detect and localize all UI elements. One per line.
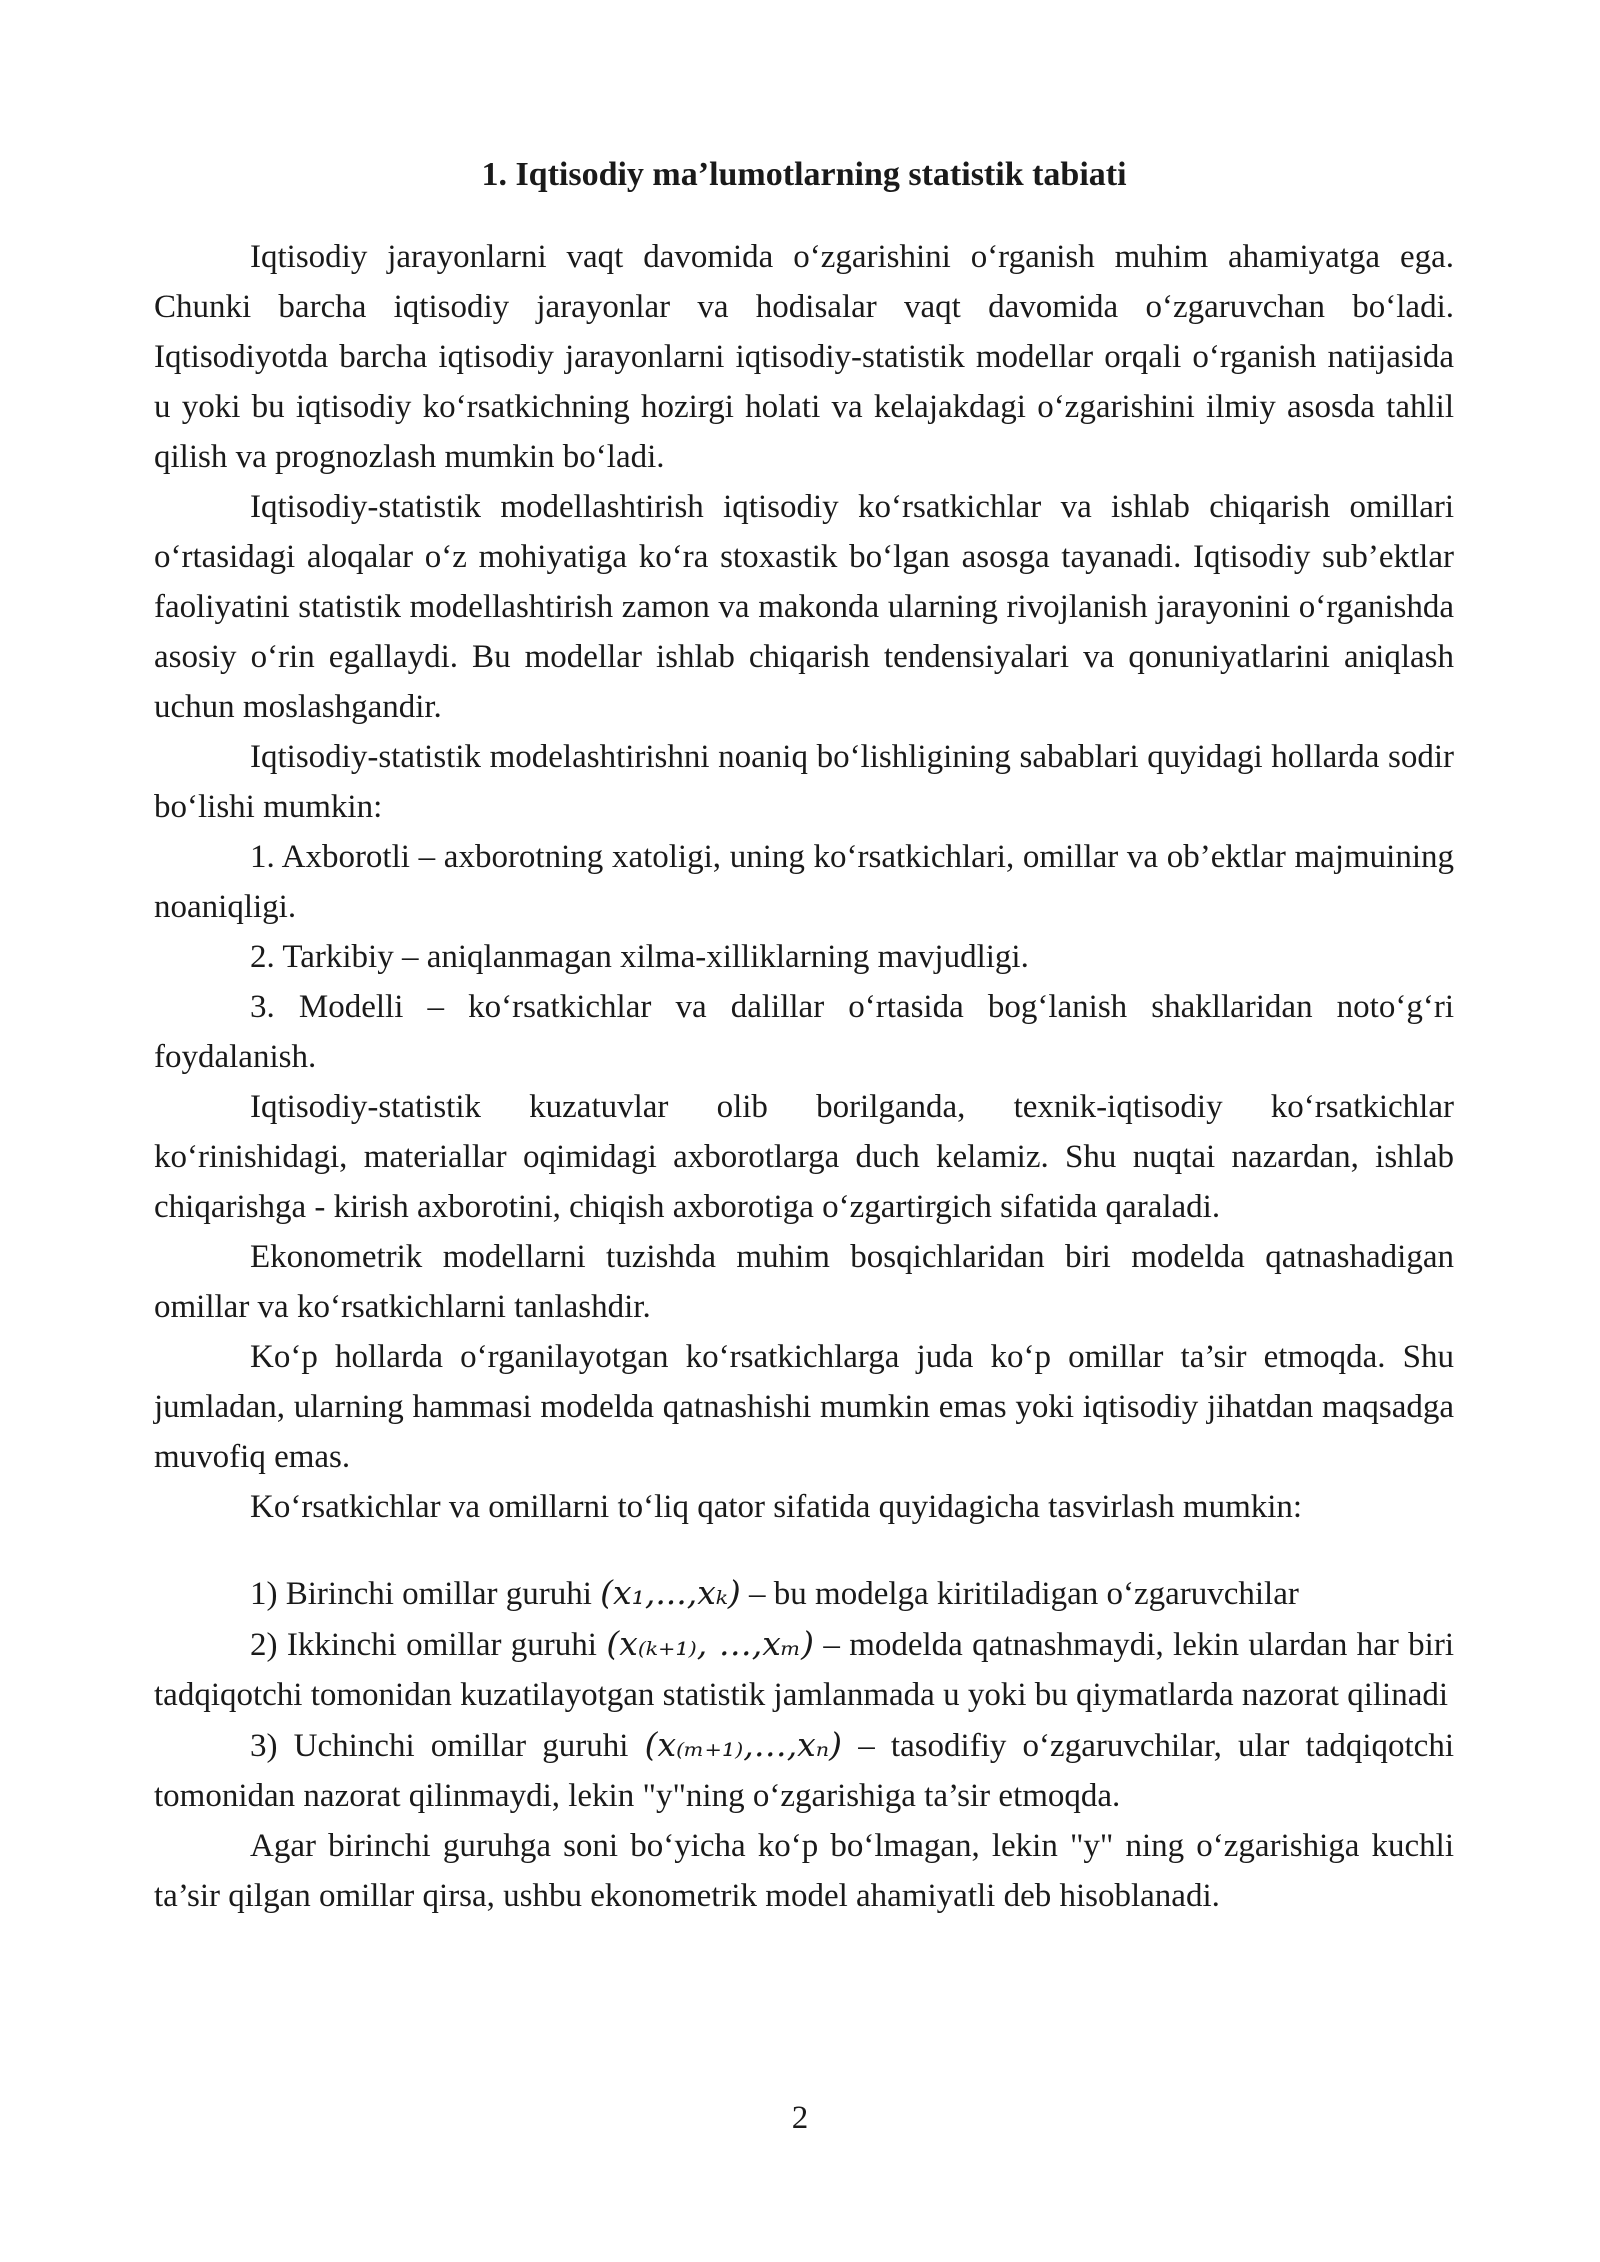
document-page: [154, 150, 1454, 1921]
factor-group-2-label: 2) Ikkinchi omillar guruhi: [250, 1627, 607, 1663]
paragraph-2: Iqtisodiy-statistik modellashtirish iqtisodiy ko‘rsatkichlar va ishlab chiqarish omillari o‘rtasidagi aloqalar o‘z mohiyatiga ko‘ra stoxastik bo‘lgan asosga tayanadi. Iqtisodiy sub’ektlar faoliyatini statistik modellashtirish zamon va makonda ularning rivojlanish jarayonini o‘rganishda asosiy o‘rin egallaydi. Bu modellar ishlab chiqarish tendensiyalari va qonuniyatlarini aniqlash uchun moslashgandir.: [154, 489, 1454, 725]
list-item-axborotli: 1. Axborotli – axborotning xatoligi, uning ko‘rsatkichlari, omillar va ob’ektlar majmuining noaniqligi.: [154, 839, 1454, 925]
factor-group-1: [154, 1568, 1454, 1619]
factor-group-1-desc: – bu modelga kiritiladigan o‘zgaruvchilar: [740, 1576, 1299, 1612]
paragraph-1: Iqtisodiy jarayonlarni vaqt davomida o‘zgarishini o‘rganish muhim ahamiyatga ega. Chunki barcha iqtisodiy jarayonlar va hodisalar vaqt davomida o‘zgaruvchan bo‘ladi. Iqtisodiyotda barcha iqtisodiy jarayonlarni iqtisodiy-statistik modellar orqali o‘rganish natijasida u yoki bu iqtisodiy ko‘rsatkichning hozirgi holati va kelajakdagi o‘zgarishini ilmiy asosda tahlil qilish va prognozlash mumkin bo‘ladi.: [154, 239, 1454, 475]
factor-group-2: [154, 1619, 1454, 1720]
factor-group-3-desc: – tasodifiy o‘zgaruvchilar, ular tadqiqotchi tomonidan nazorat qilinmaydi, lekin "y"ning o‘zgarishiga ta’sir etmoqda.: [154, 1728, 1455, 1814]
factor-group-2-desc: – modelda qatnashmaydi, lekin ulardan har biri tadqiqotchi tomonidan kuzatilayotgan statistik jamlanmada u yoki bu qiymatlarda nazorat qilinadi: [154, 1627, 1454, 1713]
spacer: [154, 1532, 1454, 1568]
list-item-tarkibiy: 2. Tarkibiy – aniqlanmagan xilma-xilliklarning mavjudligi.: [250, 939, 1029, 975]
factor-group-1-label: 1) Birinchi omillar guruhi: [250, 1576, 601, 1612]
paragraph-7: Ko‘rsatkichlar va omillarni to‘liq qator sifatida quyidagicha tasvirlash mumkin:: [250, 1489, 1303, 1525]
factor-group-3: [154, 1720, 1454, 1821]
section-title: 1. Iqtisodiy ma’lumotlarning statistik tabiati: [481, 156, 1127, 193]
paragraph-4: Iqtisodiy-statistik kuzatuvlar olib borilganda, texnik-iqtisodiy ko‘rsatkichlar ko‘rinishidagi, materiallar oqimidagi axborotlarga duch kelamiz. Shu nuqtai nazardan, ishlab chiqarishga - kirish axborotini, chiqish axborotiga o‘zgartirgich sifatida qaraladi.: [154, 1089, 1454, 1225]
final-paragraph: Agar birinchi guruhga soni bo‘yicha ko‘p bo‘lmagan, lekin "y" ning o‘zgarishiga kuchli ta’sir qilgan omillar qirsa, ushbu ekonometrik model ahamiyatli deb hisoblanadi.: [154, 1828, 1454, 1914]
factor-group-3-label: 3) Uchinchi omillar guruhi: [250, 1728, 645, 1764]
factor-group-2-math: (x₍ₖ₊₁₎, …,xₘ): [606, 1624, 814, 1663]
list-item-modelli: 3. Modelli – ko‘rsatkichlar va dalillar o‘rtasida bog‘lanish shakllaridan noto‘g‘ri foydalanish.: [154, 989, 1454, 1075]
factor-group-3-math: (x₍ₘ₊₁₎,…,xₙ): [644, 1725, 843, 1764]
paragraph-3: Iqtisodiy-statistik modelashtirishni noaniq bo‘lishligining sabablari quyidagi hollarda sodir bo‘lishi mumkin:: [154, 739, 1454, 825]
page-number: 2: [791, 2100, 809, 2136]
factor-group-1-math: (x₁,...,xₖ): [600, 1573, 741, 1612]
paragraph-6: Ko‘p hollarda o‘rganilayotgan ko‘rsatkichlarga juda ko‘p omillar ta’sir etmoqda. Shu jumladan, ularning hammasi modelda qatnashishi mumkin emas yoki iqtisodiy jihatdan maqsadga muvofiq emas.: [154, 1339, 1454, 1475]
paragraph-5: Ekonometrik modellarni tuzishda muhim bosqichlaridan biri modelda qatnashadigan omillar va ko‘rsatkichlarni tanlashdir.: [154, 1239, 1454, 1325]
